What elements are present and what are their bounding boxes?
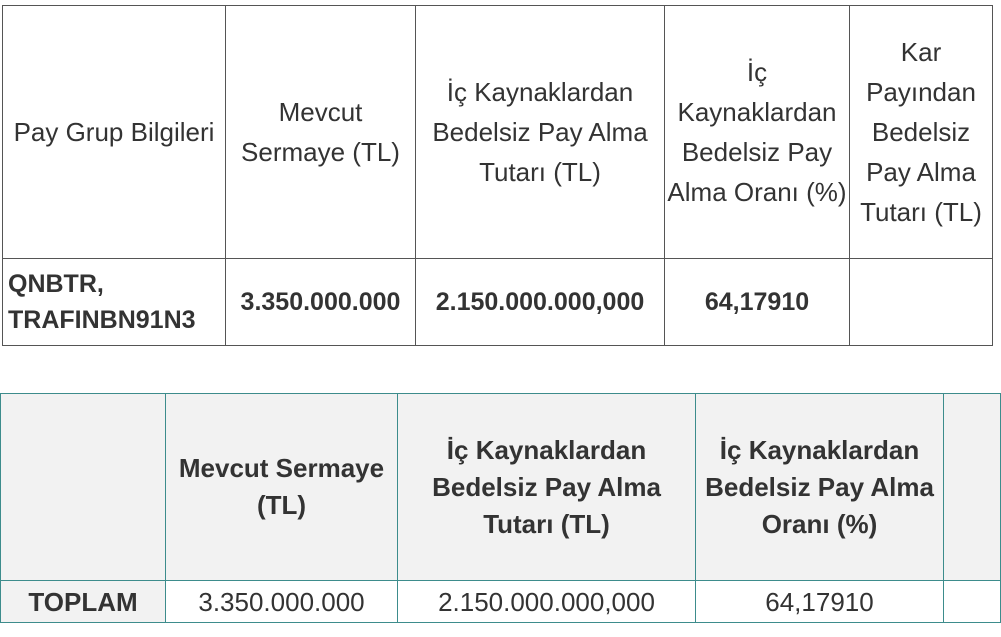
table-row	[1, 581, 1001, 623]
header-bedelsiz-tutar: İç Kaynaklardan Bedelsiz Pay Alma Tutarı (TL)	[398, 394, 696, 581]
cell-bedelsiz-oran: 64,17910	[665, 259, 850, 346]
header-kar-payi: Kar Payından Bedelsiz Pay Alma Tutarı (TL)	[850, 6, 993, 259]
cell-bedelsiz-tutar: 2.150.000.000,000	[416, 259, 665, 346]
table-header-row	[1, 394, 1001, 581]
header-bedelsiz-oran: İç Kaynaklardan Bedelsiz Pay Alma Oranı (%)	[665, 6, 850, 259]
cell-toplam-label: TOPLAM	[1, 581, 166, 623]
pay-grup-table	[2, 5, 993, 346]
header-bedelsiz-oran: İç Kaynaklardan Bedelsiz Pay Alma Oranı (%)	[696, 394, 944, 581]
header-empty	[1, 394, 166, 581]
header-bedelsiz-tutar: İç Kaynaklardan Bedelsiz Pay Alma Tutarı (TL)	[416, 6, 665, 259]
header-mevcut-sermaye: Mevcut Sermaye (TL)	[226, 6, 416, 259]
cell-bedelsiz-tutar: 2.150.000.000,000	[398, 581, 696, 623]
header-extra	[944, 394, 1001, 581]
header-pay-grup: Pay Grup Bilgileri	[3, 6, 226, 259]
cell-bedelsiz-oran: 64,17910	[696, 581, 944, 623]
table-row	[3, 259, 993, 346]
header-mevcut-sermaye: Mevcut Sermaye (TL)	[166, 394, 398, 581]
cell-pay-grup	[3, 259, 226, 346]
cell-mevcut-sermaye: 3.350.000.000	[166, 581, 398, 623]
group-code-2: TRAFINBN91N3	[8, 306, 196, 334]
toplam-table	[0, 393, 1001, 623]
cell-mevcut-sermaye: 3.350.000.000	[226, 259, 416, 346]
group-code-1: QNBTR,	[8, 270, 104, 298]
table-header-row	[3, 6, 993, 259]
cell-extra	[944, 581, 1001, 623]
cell-kar-payi	[850, 259, 993, 346]
